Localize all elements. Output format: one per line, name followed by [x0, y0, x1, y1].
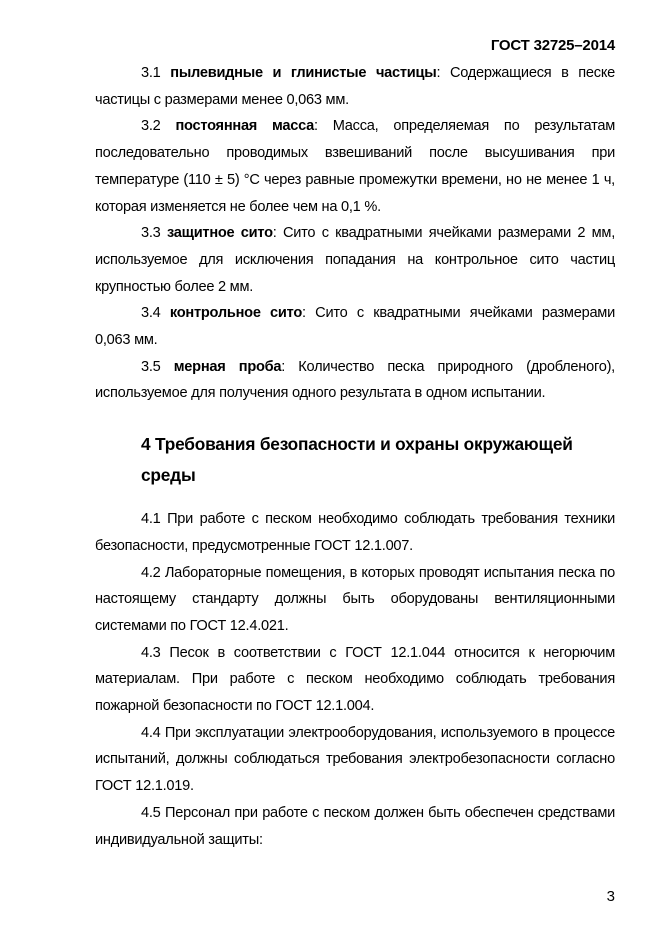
requirement-text: Песок в соответствии с ГОСТ 12.1.044 относится к негорючим материалам. При работе с песком необходимо соблюдать требования пожарной безопасности по ГОСТ 12.1.004.: [95, 644, 615, 715]
requirement-number: 4.3: [141, 644, 161, 661]
page-content: [95, 60, 615, 853]
requirement-4-2: [95, 560, 615, 640]
definition-number: 3.1: [141, 65, 161, 81]
requirement-number: 4.1: [141, 511, 161, 528]
requirement-text: При эксплуатации электрооборудования, используемого в процессе испытаний, должны соблюдаться требования электробезопасности согласно ГОСТ 12.1.019.: [95, 724, 615, 795]
section-heading: 4 Требования безопасности и охраны окружающей среды: [141, 434, 573, 486]
requirement-4-4: [95, 720, 615, 800]
requirement-number: 4.2: [141, 564, 161, 581]
definition-3-4: [95, 300, 615, 353]
requirement-number: 4.5: [141, 804, 161, 821]
requirement-4-1: [95, 506, 615, 559]
definition-term: контрольное сито: [169, 305, 303, 322]
page-number: 3: [606, 888, 615, 905]
definition-text: : Сито с квадратными ячейками размерами 0,063 мм.: [95, 305, 615, 349]
definition-3-5: [95, 354, 615, 407]
requirement-text: При работе с песком необходимо соблюдать требования техники безопасности, предусмотренные ГОСТ 12.1.007.: [95, 511, 616, 554]
definition-number: 3.2: [141, 118, 161, 135]
definition-term: пылевидные и глинистые частицы: [170, 65, 437, 81]
definition-term: постоянная масса: [175, 118, 314, 135]
document-header-standard: ГОСТ 32725–2014: [490, 37, 615, 54]
definition-text: : Содержащиеся в песке частицы с размерами менее 0,063 мм.: [95, 65, 616, 108]
definition-number: 3.4: [141, 305, 161, 322]
requirement-number: 4.4: [141, 724, 161, 741]
definition-text: : Масса, определяемая по результатам последовательно проводимых взвешиваний после высушивания при температуре (110 ± 5) °С через равные промежутки времени, но не менее 1 ч, которая изменяется не более чем на 0,1 %.: [95, 118, 615, 215]
definition-3-1: [95, 60, 615, 113]
definition-3-3: [95, 220, 615, 300]
definition-3-2: [95, 113, 615, 220]
definition-text: : Сито с квадратными ячейками размерами 2 мм, используемое для исключения попадания на контрольное сито частиц крупностью более 2 мм.: [95, 225, 616, 295]
definition-text: : Количество песка природного (дробленого), используемое для получения одного результата в одном испытании.: [95, 358, 615, 402]
definition-term: мерная проба: [173, 358, 282, 375]
requirement-4-5: [95, 800, 615, 853]
definition-number: 3.3: [141, 225, 161, 242]
requirement-text: Персонал при работе с песком должен быть обеспечен средствами индивидуальной защиты:: [95, 804, 616, 848]
requirement-text: Лабораторные помещения, в которых проводят испытания песка по настоящему стандарту должны быть оборудованы вентиляционными системами по ГОСТ 12.4.021.: [95, 564, 616, 634]
definition-number: 3.5: [141, 358, 161, 375]
requirement-4-3: [95, 640, 615, 720]
definition-term: защитное сито: [166, 225, 273, 242]
